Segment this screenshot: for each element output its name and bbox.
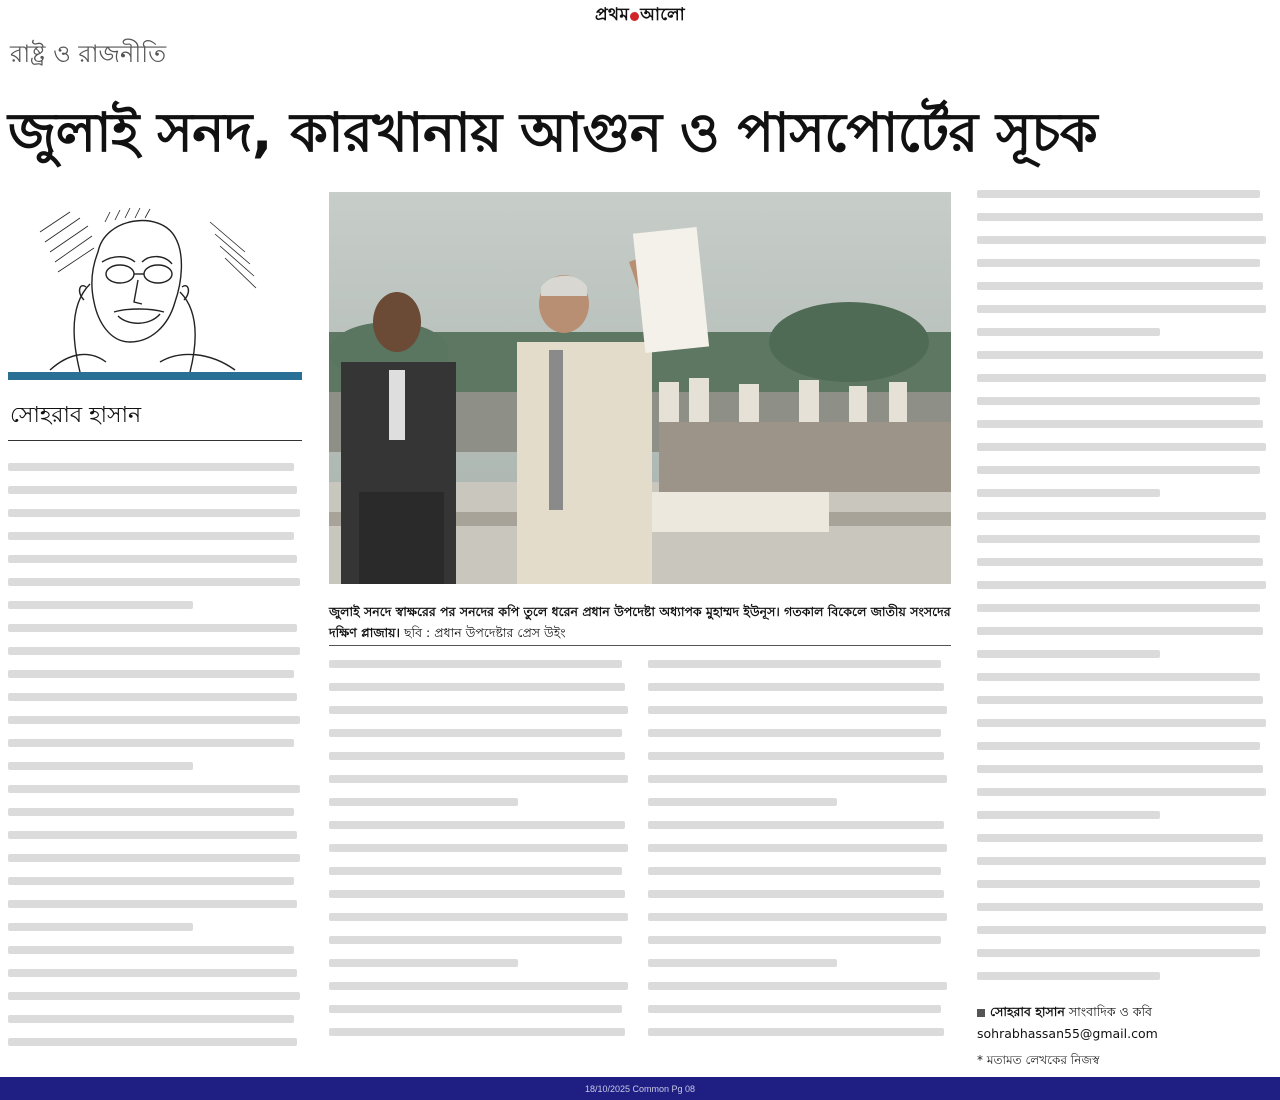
text-line-placeholder	[977, 374, 1266, 382]
text-line-placeholder	[977, 466, 1260, 474]
caption-divider	[329, 645, 951, 646]
text-line-placeholder	[648, 660, 941, 668]
text-line-placeholder	[8, 716, 300, 724]
text-line-placeholder	[977, 857, 1266, 865]
text-line-placeholder	[8, 808, 294, 816]
text-line-placeholder	[8, 900, 297, 908]
text-line-placeholder	[977, 213, 1263, 221]
text-line-placeholder	[648, 867, 941, 875]
text-line-placeholder	[977, 420, 1263, 428]
author-byline: সোহরাব হাসান	[10, 403, 142, 428]
text-line-placeholder	[977, 834, 1263, 842]
text-line-placeholder	[329, 660, 622, 668]
text-line-placeholder	[8, 877, 294, 885]
article-column-3	[648, 660, 953, 1072]
text-line-placeholder	[648, 844, 947, 852]
text-line-placeholder	[329, 683, 625, 691]
portrait-illustration-icon	[10, 192, 302, 372]
column-2-text-lines	[329, 660, 634, 1072]
byline-divider	[8, 440, 302, 441]
text-line-placeholder	[8, 969, 297, 977]
text-line-placeholder	[977, 972, 1160, 980]
text-line-placeholder	[977, 650, 1160, 658]
text-line-placeholder	[329, 798, 518, 806]
text-line-placeholder	[977, 535, 1260, 543]
text-line-placeholder	[648, 821, 944, 829]
logo-dot-icon	[630, 12, 639, 21]
portrait-divider	[8, 372, 302, 380]
text-line-placeholder	[977, 443, 1266, 451]
section-label: রাষ্ট্র ও রাজনীতি	[10, 40, 167, 68]
text-line-placeholder	[648, 913, 947, 921]
text-line-placeholder	[977, 742, 1260, 750]
author-portrait-sketch	[10, 192, 302, 372]
text-line-placeholder	[977, 926, 1266, 934]
text-line-placeholder	[648, 1028, 944, 1036]
masthead-logo	[560, 4, 720, 28]
masthead-right: আলো	[640, 5, 685, 25]
text-line-placeholder	[8, 463, 294, 471]
text-line-placeholder	[977, 190, 1260, 198]
text-line-placeholder	[977, 236, 1266, 244]
text-line-placeholder	[977, 719, 1266, 727]
column-3-text-lines	[648, 660, 953, 1072]
text-line-placeholder	[8, 992, 300, 1000]
photo-caption	[329, 601, 951, 643]
column-4-text-lines	[977, 190, 1272, 995]
text-line-placeholder	[329, 913, 628, 921]
text-line-placeholder	[329, 706, 628, 714]
print-footer-bar	[0, 1077, 1280, 1100]
text-line-placeholder	[648, 936, 941, 944]
text-line-placeholder	[329, 936, 622, 944]
text-line-placeholder	[8, 578, 300, 586]
text-line-placeholder	[8, 762, 193, 770]
text-line-placeholder	[977, 512, 1266, 520]
author-note	[977, 1001, 1158, 1045]
text-line-placeholder	[977, 903, 1263, 911]
text-line-placeholder	[977, 627, 1263, 635]
page-title: জুলাই সনদ, কারখানায় আগুন ও পাসপোর্টের সূচক	[8, 101, 1098, 164]
text-line-placeholder	[8, 831, 297, 839]
text-line-placeholder	[977, 949, 1260, 957]
text-line-placeholder	[8, 486, 297, 494]
opinion-disclaimer: * মতামত লেখকের নিজস্ব	[977, 1053, 1100, 1067]
text-line-placeholder	[329, 729, 622, 737]
text-line-placeholder	[329, 775, 628, 783]
text-line-placeholder	[8, 532, 294, 540]
article-column-4	[977, 190, 1272, 995]
print-info: 18/10/2025 Common Pg 08	[584, 1083, 696, 1094]
text-line-placeholder	[648, 982, 947, 990]
text-line-placeholder	[977, 305, 1266, 313]
text-line-placeholder	[977, 558, 1263, 566]
text-line-placeholder	[329, 1028, 625, 1036]
text-line-placeholder	[329, 1005, 622, 1013]
text-line-placeholder	[977, 259, 1260, 267]
text-line-placeholder	[977, 811, 1160, 819]
text-line-placeholder	[977, 765, 1263, 773]
article-column-2	[329, 660, 634, 1072]
text-line-placeholder	[8, 1038, 297, 1046]
text-line-placeholder	[977, 489, 1160, 497]
text-line-placeholder	[8, 785, 300, 793]
text-line-placeholder	[648, 959, 837, 967]
text-line-placeholder	[648, 890, 944, 898]
text-line-placeholder	[8, 555, 297, 563]
text-line-placeholder	[977, 673, 1260, 681]
text-line-placeholder	[8, 509, 300, 517]
text-line-placeholder	[977, 880, 1260, 888]
text-line-placeholder	[648, 729, 941, 737]
bullet-square-icon	[977, 1009, 985, 1017]
text-line-placeholder	[329, 844, 628, 852]
masthead-left: প্রথম	[595, 5, 630, 25]
text-line-placeholder	[329, 821, 625, 829]
text-line-placeholder	[329, 867, 622, 875]
text-line-placeholder	[8, 946, 294, 954]
text-line-placeholder	[977, 581, 1266, 589]
text-line-placeholder	[648, 706, 947, 714]
caption-credit: ছবি : প্রধান উপদেষ্টার প্রেস উইং	[403, 625, 566, 640]
caption-text: জুলাই সনদে স্বাক্ষরের পর সনদের কপি তুলে ধরেন প্রধান উপদেষ্টা অধ্যাপক মুহাম্মদ ইউনূস। গতকাল বিকেলে জাতীয় সংসদের দক্ষিণ প্লাজায়।	[329, 604, 951, 640]
text-line-placeholder	[329, 982, 628, 990]
text-line-placeholder	[329, 959, 518, 967]
text-line-placeholder	[648, 752, 944, 760]
text-line-placeholder	[977, 696, 1263, 704]
text-line-placeholder	[648, 683, 944, 691]
signing-ceremony-photo-icon	[329, 192, 951, 584]
text-line-placeholder	[8, 739, 294, 747]
text-line-placeholder	[8, 601, 193, 609]
text-line-placeholder	[329, 752, 625, 760]
text-line-placeholder	[648, 775, 947, 783]
text-line-placeholder	[8, 1015, 294, 1023]
article-column-1	[8, 463, 306, 1073]
article-photo	[329, 192, 951, 584]
text-line-placeholder	[977, 604, 1260, 612]
text-line-placeholder	[8, 854, 300, 862]
text-line-placeholder	[977, 351, 1263, 359]
text-line-placeholder	[8, 670, 294, 678]
text-line-placeholder	[8, 693, 297, 701]
text-line-placeholder	[8, 923, 193, 931]
text-line-placeholder	[648, 798, 837, 806]
column-1-text-lines	[8, 463, 306, 1073]
text-line-placeholder	[329, 890, 625, 898]
text-line-placeholder	[8, 624, 297, 632]
text-line-placeholder	[977, 282, 1263, 290]
text-line-placeholder	[977, 328, 1160, 336]
author-email: sohrabhassan55@gmail.com	[977, 1026, 1158, 1041]
author-note-name: সোহরাব হাসান	[990, 1004, 1065, 1019]
text-line-placeholder	[977, 397, 1260, 405]
text-line-placeholder	[648, 1005, 941, 1013]
text-line-placeholder	[977, 788, 1266, 796]
text-line-placeholder	[8, 647, 300, 655]
author-note-role: সাংবাদিক ও কবি	[1068, 1004, 1153, 1019]
